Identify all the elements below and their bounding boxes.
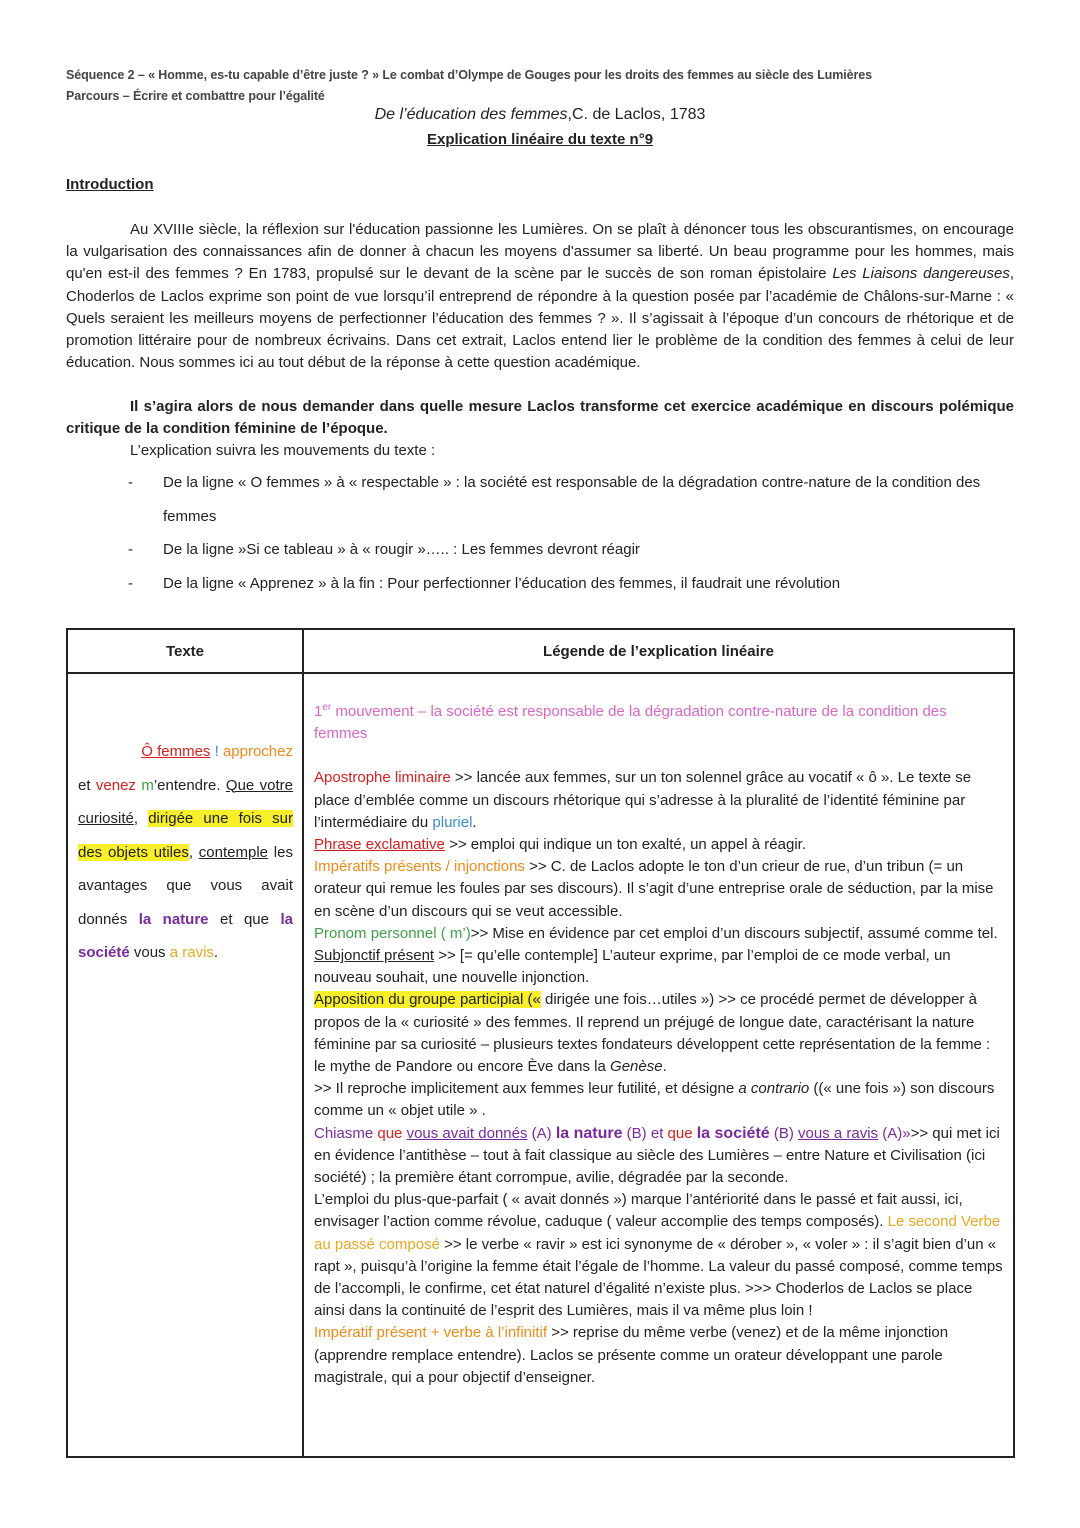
page-title: Explication linéaire du texte n°9 [426,131,654,148]
mvt-number: 1 [314,703,323,720]
label-apostrophe: Apostrophe liminaire [314,769,451,787]
problematic: Il s’agira alors de nous demander dans quelle mesure Laclos transforme cet exercice académique en discours polémique critique de la condition féminine de l’époque. [66,398,1014,438]
et-que: et que [208,910,281,928]
note-imperatif-infinitif [314,1322,1003,1389]
plan-item-1: De la ligne « O femmes » à « respectable » : la société est responsable de la dégradation contre-nature de la condition des femmes [163,474,981,525]
legend-cell [303,673,1014,1457]
source-text [69,675,301,970]
a-contrario: a contrario [738,1080,810,1098]
plan-item-2: De la ligne »Si ce tableau » à « rougir »….. : Les femmes devront réagir [163,541,640,558]
novel-title: Les Liaisons dangereuses [832,265,1010,283]
text-objet-utile: ((« une fois ») son discours comme un « objet utile » . [314,1080,995,1120]
pluriel: pluriel [432,813,473,831]
author-date: ,C. de Laclos, 1783 [567,106,706,123]
label-imperatif-infinitif: Impératif présent + verbe à l’infinitif [314,1324,548,1342]
bullet-dash: - [128,474,133,491]
note-pronom [314,923,1003,945]
label-pronom: Pronom personnel ( m’) [314,924,471,942]
intro-heading: Introduction [66,176,154,193]
que-1: que [377,1124,403,1142]
text-apostrophe: >> lancée aux femmes, sur un ton solennel grâce au vocatif « ô ». Le texte se place d’emblée comme un discours rhétorique qui s’adresse à la pluralité de l’identité féminine par l’intermédiaire du [314,769,972,831]
label-chiasme: Chiasme [314,1124,378,1142]
source-line-2 [78,769,293,803]
text-imperatif-infinitif: >> reprise du même verbe (venez) et de la même injonction (apprendre remplace entendre). Laclos se présente comme un orateur développant une parole magistrale, qui a pour objectif d’enseigner. [314,1324,949,1386]
vous: vous [129,944,170,961]
legend-text [305,675,1012,1395]
participial-group: dirigée une fois sur des objets utiles [78,810,293,861]
bullet-dash: - [128,541,133,558]
text-subjonctif: >> [= qu’elle contemple] L’auteur exprime, par l’emploi de ce mode verbal, un nouveau souhait, une nouvelle injonction. [314,947,951,987]
avantages-text: les avantages que vous avait donnés [78,843,293,928]
text-plus-que-parfait: L’emploi du plus-que-parfait ( « avait donnés ») marque l’antériorité dans le passé et fait aussi, ici, envisager l’action comme révolue, caduque ( valeur accomplie des temps composés). [314,1191,963,1231]
period: . [472,813,477,831]
comma: , [133,810,139,827]
work-title [0,106,1080,124]
marker-b1: (B) et [622,1124,668,1142]
text-exclamative: >> emploi qui indique un ton exalté, un appel à réagir. [444,836,806,854]
text-imperatifs: >> C. de Laclos adopte le ton d’un crieur de rue, d’un tribun (= un orateur qui remue les foules par ses discours). Il s’agit d’une entreprise orale de séduction, par la mise en scène d’un discours qui se veut accessible. [314,858,994,920]
exclamation-mark: ! [210,743,219,760]
intro-paragraph [66,219,1014,374]
label-exclamative: Phrase exclamative [314,836,445,854]
note-temps [314,1189,1003,1322]
movement-heading [314,697,1003,745]
contemple: contemple [198,843,269,861]
label-imperatifs: Impératifs présents / injonctions [314,858,525,876]
mvt-sup: er [322,702,332,713]
entendre: ’entendre. [153,776,226,794]
bullet-dash: - [128,575,133,592]
header-parcours: Parcours – Écrire et combattre pour l’égalité [66,89,325,103]
column-header-text: Texte [67,629,303,673]
text-futilite: >> Il reproche implicitement aux femmes leur futilité, et désigne [314,1080,739,1098]
marker-a1: (A) [527,1124,556,1142]
que-2: que [667,1124,693,1142]
la-societe: la société [696,1124,770,1142]
note-imperatifs [314,856,1003,923]
venez: venez [95,776,136,794]
marker-b2: (B) [769,1124,799,1142]
work-name: De l’éducation des femmes [374,106,568,123]
genese: Genèse [610,1058,663,1076]
text-chiasme: >> qui met ici en évidence l’antithèse – tout à fait classique au siècle des Lumières – entre Nature et Civilisation (ici société) ; la première étant corrompue, avilie, dégradée par la seconde. [314,1124,1000,1187]
label-apposition: Apposition du groupe participial (« [314,991,541,1009]
la-nature: la nature [555,1124,623,1142]
period: . [213,944,219,961]
vous-avait-donnes: vous avait donnés [406,1124,528,1142]
note-chiasme [314,1123,1003,1190]
label-second-verbe: Le second Verbe au passé composé [314,1213,1001,1253]
la-nature: la nature [138,910,209,928]
explanation-table [66,628,1015,1458]
text-apposition: dirigée une fois…utiles ») >> ce procédé permet de développer à propos de la « curiosité » des femmes. Il reprend un préjugé de longue date, caractérisant la nature féminine par sa curiosité – plusieurs textes fondateurs développent cette représentation de la femme : le mythe de Pandore ou encore Ève dans la [314,991,991,1076]
que-votre: Que votre [225,776,293,794]
text-pronom: >> Mise en évidence par cet emploi d’un discours subjectif, assumé comme tel. [470,924,998,942]
plan-intro: L’explication suivra les mouvements du texte : [130,442,436,459]
source-lines-rest [78,802,293,970]
column-header-legend: Légende de l’explication linéaire [303,629,1014,673]
intro-text-b: , Choderlos de Laclos exprime son point de vue lorsqu’il entreprend de répondre à la question posée par l’académie de Châlons-sur-Marne : « Quels seraient les meilleurs moyens de perfectionner l’éducation des femmes ? ». Il s’agissait à l’époque d’un concours de rhétorique et de promotion littéraire pour de nombreux écrivains. Dans cet extrait, Laclos entend lier le problème de la condition des femmes à celui de leur éducation. Nous sommes ici au tout début de la réponse à cette question académique. [66,265,1014,372]
marker-a2: (A)» [878,1124,911,1142]
word-et: et [78,776,96,794]
plan-item-3: De la ligne « Apprenez » à la fin : Pour perfectionner l’éducation des femmes, il faudrait une révolution [163,575,841,592]
period: . [662,1058,667,1076]
pronoun-m: m [141,776,154,794]
intro-text-a: Au XVIIIe siècle, la réflexion sur l'éducation passionne les Lumières. On se plaît à dénoncer tous les obscurantismes, on encourage la vulgarisation des connaissances afin de donner à chacun les moyens d'assumer sa liberté. Un beau programme pour les hommes, mais qu'en est-il des femmes ? En 1783, propulsé sur le devant de la scène par le succès de son roman épistolaire [66,221,1014,283]
source-line-1 [78,735,293,769]
note-exclamative [314,834,1003,856]
comma: , [188,843,193,861]
curiosite: curiosité [78,810,134,827]
approchez: approchez [222,743,293,760]
note-subjonctif [314,945,1003,989]
vous-a-ravis: vous a ravis [798,1124,879,1142]
note-futilite [314,1078,1003,1122]
text-second-verbe: >> le verbe « ravir » est ici synonyme de « dérober », « voler » : il s’agit bien d’un « rapt », puisqu’à l’origine la femme était l’égale de l’homme. La valeur du passé composé, comme temps de l’accompli, le confirme, cet état naturel d’égalité n’existe plus. >>> Choderlos de Laclos se place ainsi dans la continuité de l’esprit des Lumières, mais il va même plus loin ! [314,1235,1003,1320]
a-ravis: a ravis [169,944,214,961]
mvt-text: mouvement – la société est responsable de la dégradation contre-nature de la condition des femmes [314,703,947,743]
note-apposition [314,989,1003,1078]
label-subjonctif: Subjonctif présent [314,947,435,965]
o-femmes: Ô femmes [141,743,211,760]
note-apostrophe [314,767,1003,834]
la-societe: la société [78,910,293,961]
header-sequence: Séquence 2 – « Homme, es-tu capable d’être juste ? » Le combat d’Olympe de Gouges pour les droits des femmes au siècle des Lumières [66,68,872,82]
source-text-cell [67,673,303,1457]
